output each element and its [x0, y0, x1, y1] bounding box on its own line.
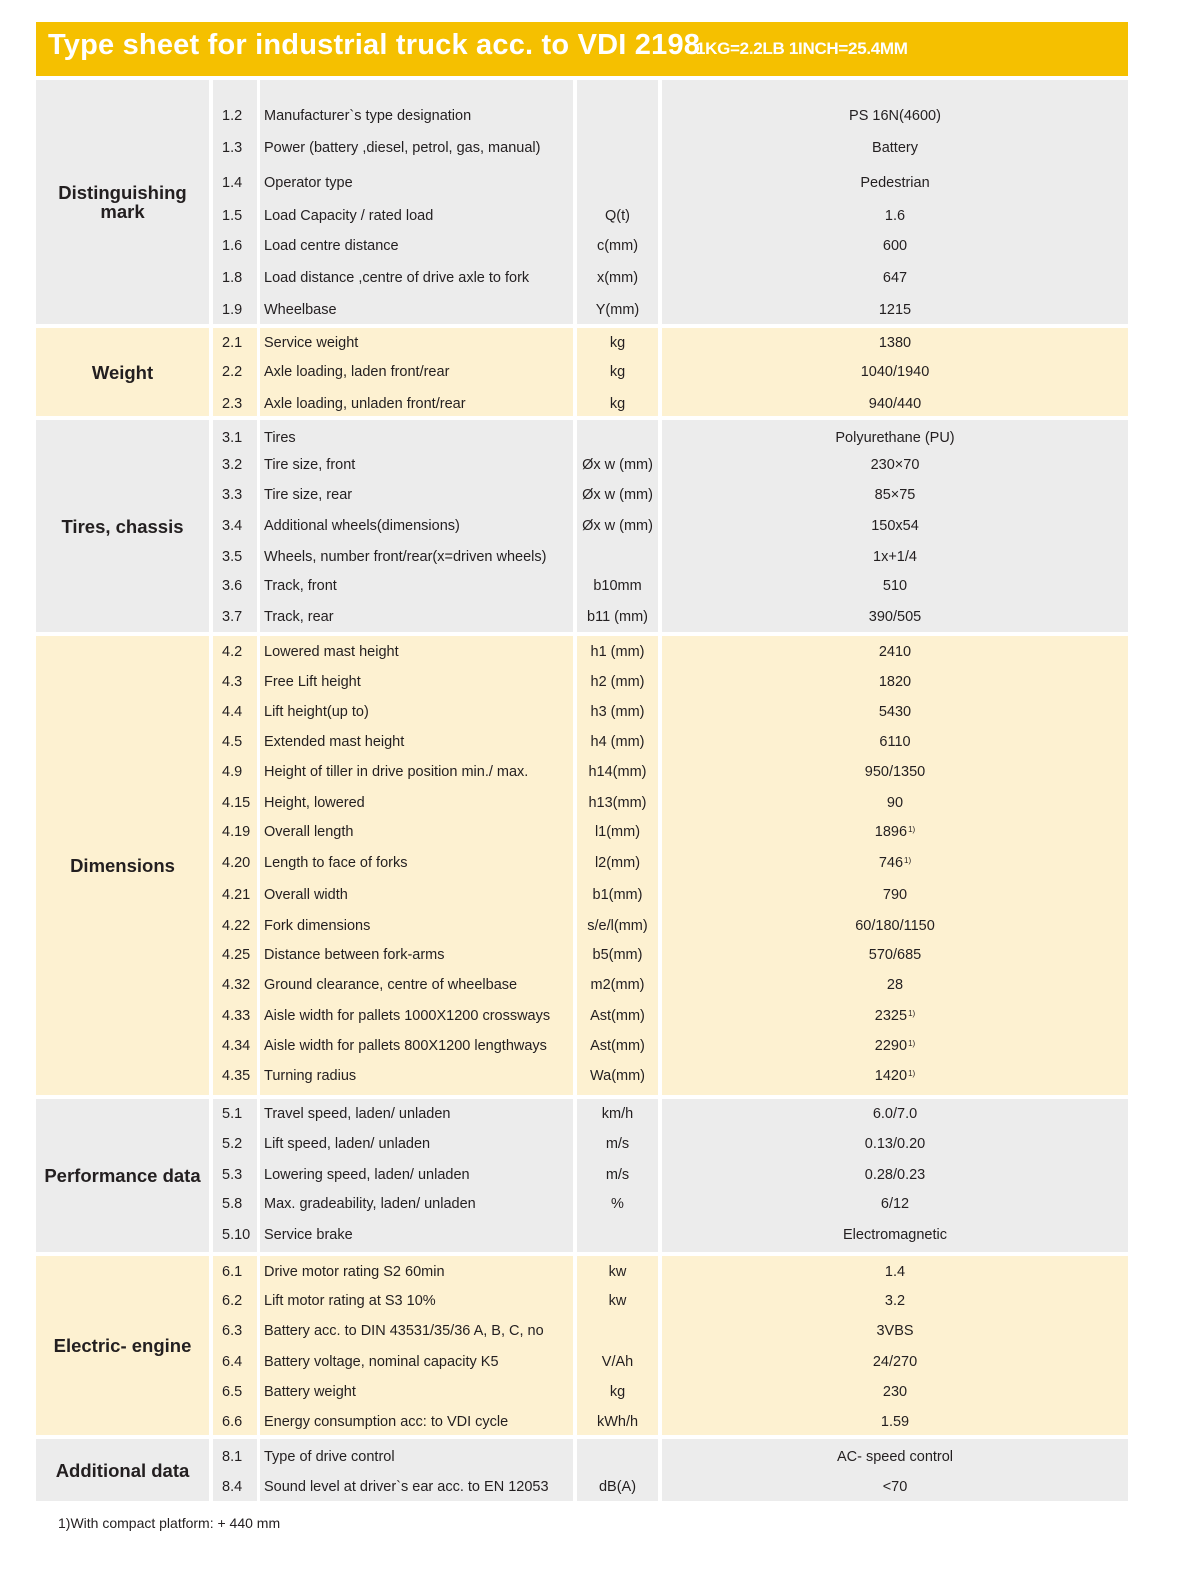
item-number: 6.2 — [222, 1293, 243, 1309]
item-description: Lowered mast height — [264, 644, 399, 660]
item-description: Lift speed, laden/ unladen — [264, 1136, 431, 1152]
item-value — [662, 702, 1128, 722]
section-label: Additional data — [55, 1459, 190, 1481]
table-row — [36, 455, 1128, 475]
table-row — [36, 333, 1128, 353]
item-unit: Q(t) — [605, 208, 630, 224]
footnote-marker: 1) — [908, 1009, 916, 1018]
section-distinguishing-mark — [36, 80, 1128, 324]
value-text: Polyurethane (PU) — [835, 430, 955, 446]
item-value — [662, 853, 1128, 875]
table-row — [36, 1321, 1128, 1341]
item-description: Track, rear — [264, 609, 334, 625]
item-value — [662, 1066, 1128, 1088]
item-value — [662, 300, 1128, 320]
item-unit: Y(mm) — [595, 302, 640, 318]
item-number: 5.1 — [222, 1106, 243, 1122]
item-number: 3.5 — [222, 549, 243, 565]
item-value — [662, 916, 1128, 936]
item-number: 6.5 — [222, 1384, 243, 1400]
item-value — [662, 547, 1128, 567]
item-number: 1.3 — [222, 140, 243, 156]
value-text: 1x+1/4 — [873, 549, 917, 565]
item-number: 1.6 — [222, 238, 243, 254]
item-number: 6.3 — [222, 1323, 243, 1339]
table-row — [36, 1104, 1128, 1124]
table-row — [36, 236, 1128, 256]
item-value — [662, 138, 1128, 158]
item-description: Tires — [264, 430, 296, 446]
item-unit: m/s — [605, 1167, 630, 1183]
item-value — [662, 945, 1128, 965]
item-number: 4.22 — [222, 918, 251, 934]
value-text: 510 — [882, 578, 908, 594]
table-row — [36, 975, 1128, 995]
item-description: Max. gradeability, laden/ unladen — [264, 1196, 476, 1212]
item-value — [662, 607, 1128, 627]
item-description: Overall width — [264, 887, 348, 903]
footnote-marker: 1) — [904, 856, 912, 865]
value-text: 5430 — [878, 704, 912, 720]
item-number: 4.9 — [222, 764, 243, 780]
value-text: 647 — [882, 270, 908, 286]
item-description: Type of drive control — [264, 1449, 395, 1465]
table-row — [36, 1382, 1128, 1402]
section-label: Distinguishing mark — [58, 182, 187, 222]
item-description: Wheelbase — [264, 302, 337, 318]
item-description: Battery acc. to DIN 43531/35/36 A, B, C, no — [264, 1323, 544, 1339]
value-text: 3.2 — [884, 1293, 906, 1309]
item-value — [662, 236, 1128, 256]
item-unit: b1(mm) — [592, 887, 643, 903]
value-text: 1896 — [874, 824, 908, 840]
item-description: Track, front — [264, 578, 337, 594]
section-additional-data — [36, 1439, 1128, 1501]
item-unit: Wa(mm) — [589, 1068, 646, 1084]
footnote-marker: 1) — [908, 1069, 916, 1078]
value-text: 2410 — [878, 644, 912, 660]
table-row — [36, 822, 1128, 842]
item-unit: l1(mm) — [594, 824, 641, 840]
item-number: 1.4 — [222, 175, 243, 191]
table-row — [36, 1447, 1128, 1467]
item-number: 1.9 — [222, 302, 243, 318]
item-number: 4.3 — [222, 674, 243, 690]
item-description: Sound level at driver`s ear acc. to EN 12053 — [264, 1479, 549, 1495]
item-description: Battery weight — [264, 1384, 356, 1400]
item-description: Travel speed, laden/ unladen — [264, 1106, 451, 1122]
value-text: 1.4 — [884, 1264, 906, 1280]
item-number: 4.5 — [222, 734, 243, 750]
item-description: Distance between fork-arms — [264, 947, 445, 963]
item-description: Lift motor rating at S3 10% — [264, 1293, 436, 1309]
table-row — [36, 1477, 1128, 1497]
item-value — [662, 672, 1128, 692]
item-value — [662, 732, 1128, 752]
table-row — [36, 173, 1128, 193]
table-row — [36, 516, 1128, 536]
table-row — [36, 1194, 1128, 1214]
item-value — [662, 106, 1128, 126]
item-description: Aisle width for pallets 800X1200 lengthways — [264, 1038, 547, 1054]
item-unit: x(mm) — [596, 270, 639, 286]
table-row — [36, 1352, 1128, 1372]
column-background — [662, 1256, 1128, 1435]
item-unit: Ast(mm) — [590, 1038, 645, 1054]
item-number: 4.32 — [222, 977, 251, 993]
item-unit: h13(mm) — [588, 795, 647, 811]
value-text: 6110 — [879, 734, 911, 750]
value-text: 2290 — [874, 1038, 908, 1054]
item-value — [662, 1194, 1128, 1214]
value-text: 600 — [882, 238, 908, 254]
value-text: 150x54 — [871, 518, 919, 534]
value-text: 2325 — [874, 1008, 908, 1024]
item-description: Drive motor rating S2 60min — [264, 1264, 445, 1280]
item-number: 1.8 — [222, 270, 243, 286]
item-number: 3.3 — [222, 487, 243, 503]
item-number: 3.1 — [222, 430, 243, 446]
section-dimensions — [36, 636, 1128, 1095]
value-text: 1215 — [878, 302, 912, 318]
value-text: 1.6 — [884, 208, 906, 224]
item-number: 3.6 — [222, 578, 243, 594]
item-unit: kg — [609, 396, 626, 412]
table-row — [36, 1412, 1128, 1432]
item-value — [662, 975, 1128, 995]
value-text: 1380 — [878, 335, 912, 351]
column-background — [213, 1256, 257, 1435]
item-number: 4.19 — [222, 824, 251, 840]
item-value — [662, 1165, 1128, 1185]
value-text: 950/1350 — [864, 764, 926, 780]
item-unit: h1 (mm) — [590, 644, 645, 660]
item-number: 3.4 — [222, 518, 243, 534]
table-row — [36, 547, 1128, 567]
item-unit: kg — [609, 364, 626, 380]
table-row — [36, 1225, 1128, 1245]
item-value — [662, 333, 1128, 353]
item-number: 4.4 — [222, 704, 243, 720]
value-text: 570/685 — [868, 947, 922, 963]
item-unit: l2(mm) — [594, 855, 641, 871]
item-unit: Øx w (mm) — [582, 487, 653, 503]
item-description: Power (battery ,diesel, petrol, gas, manual) — [264, 140, 541, 156]
table-row — [36, 1291, 1128, 1311]
table-row — [36, 945, 1128, 965]
item-description: Load distance ,centre of drive axle to fork — [264, 270, 530, 286]
item-value — [662, 1382, 1128, 1402]
item-unit: m2(mm) — [590, 977, 645, 993]
table-row — [36, 1262, 1128, 1282]
item-description: Energy consumption acc: to VDI cycle — [264, 1414, 509, 1430]
table-row — [36, 1165, 1128, 1185]
item-description: Service brake — [264, 1227, 353, 1243]
item-value — [662, 1447, 1128, 1467]
item-description: Additional wheels(dimensions) — [264, 518, 460, 534]
item-unit: V/Ah — [601, 1354, 634, 1370]
item-unit: kw — [608, 1264, 627, 1280]
item-number: 4.34 — [222, 1038, 251, 1054]
item-number: 6.4 — [222, 1354, 243, 1370]
item-value — [662, 762, 1128, 782]
footnote-marker: 1) — [908, 1039, 916, 1048]
item-number: 4.2 — [222, 644, 243, 660]
value-text: Battery — [872, 140, 918, 156]
item-number: 8.1 — [222, 1449, 243, 1465]
table-row — [36, 642, 1128, 662]
item-unit: kw — [608, 1293, 627, 1309]
item-description: Extended mast height — [264, 734, 405, 750]
section-tires-chassis — [36, 420, 1128, 632]
item-value — [662, 822, 1128, 844]
item-number: 2.2 — [222, 364, 243, 380]
item-description: Length to face of forks — [264, 855, 408, 871]
item-description: Manufacturer`s type designation — [264, 108, 472, 124]
value-text: 940/440 — [868, 396, 922, 412]
value-text: PS 16N(4600) — [849, 108, 941, 124]
item-value — [662, 1352, 1128, 1372]
item-description: Wheels, number front/rear(x=driven wheels) — [264, 549, 547, 565]
item-number: 4.15 — [222, 795, 251, 811]
item-number: 4.20 — [222, 855, 251, 871]
item-description: Turning radius — [264, 1068, 357, 1084]
section-label: Tires, chassis — [61, 515, 184, 537]
value-text: 60/180/1150 — [855, 918, 935, 934]
item-value — [662, 885, 1128, 905]
item-unit: kWh/h — [596, 1414, 639, 1430]
item-description: Height, lowered — [264, 795, 365, 811]
item-description: Lowering speed, laden/ unladen — [264, 1167, 470, 1183]
value-text: 6.0/7.0 — [872, 1106, 918, 1122]
item-description: Ground clearance, centre of wheelbase — [264, 977, 518, 993]
item-value — [662, 455, 1128, 475]
value-text: 24/270 — [872, 1354, 918, 1370]
value-text: 1820 — [878, 674, 912, 690]
value-text: 90 — [886, 795, 904, 811]
item-unit: s/e/l(mm) — [587, 918, 648, 934]
table-row — [36, 1066, 1128, 1086]
table-row — [36, 916, 1128, 936]
item-value — [662, 1412, 1128, 1432]
item-number: 4.25 — [222, 947, 251, 963]
item-value — [662, 1134, 1128, 1154]
footnote-marker: 1) — [908, 825, 916, 834]
table-row — [36, 485, 1128, 505]
table-row — [36, 106, 1128, 126]
table-row — [36, 1036, 1128, 1056]
item-value — [662, 362, 1128, 382]
table-row — [36, 762, 1128, 782]
value-text: 1420 — [874, 1068, 908, 1084]
item-number: 6.1 — [222, 1264, 243, 1280]
table-row — [36, 362, 1128, 382]
item-value — [662, 206, 1128, 226]
item-description: Service weight — [264, 335, 359, 351]
item-description: Load Capacity / rated load — [264, 208, 434, 224]
item-number: 4.35 — [222, 1068, 251, 1084]
item-unit: h2 (mm) — [590, 674, 645, 690]
unit-conversion: 1KG=2.2LB 1INCH=25.4MM — [696, 39, 908, 58]
item-description: Axle loading, laden front/rear — [264, 364, 450, 380]
item-value — [662, 428, 1128, 448]
column-background — [577, 1256, 658, 1435]
item-value — [662, 1225, 1128, 1245]
table-row — [36, 428, 1128, 448]
item-description: Lift height(up to) — [264, 704, 369, 720]
item-description: Tire size, front — [264, 457, 356, 473]
table-row — [36, 206, 1128, 226]
value-text: AC- speed control — [836, 1449, 954, 1465]
value-text: 230 — [882, 1384, 908, 1400]
item-description: Overall length — [264, 824, 354, 840]
item-number: 5.3 — [222, 1167, 243, 1183]
table-row — [36, 138, 1128, 158]
item-value — [662, 1036, 1128, 1058]
section-label: Dimensions — [70, 855, 175, 876]
item-unit: kg — [609, 1384, 626, 1400]
value-text: 85×75 — [874, 487, 916, 503]
value-text: 0.13/0.20 — [864, 1136, 926, 1152]
item-number: 5.10 — [222, 1227, 251, 1243]
item-unit: dB(A) — [598, 1479, 637, 1495]
section-performance-data — [36, 1099, 1128, 1252]
section-label: Electric- engine — [53, 1335, 192, 1356]
item-unit: km/h — [601, 1106, 634, 1122]
item-unit: b11 (mm) — [587, 609, 648, 625]
item-value — [662, 642, 1128, 662]
value-text: 790 — [882, 887, 908, 903]
item-value — [662, 516, 1128, 536]
section-electric-engine — [36, 1256, 1128, 1435]
item-unit: h14(mm) — [588, 764, 647, 780]
section-label: Performance data — [44, 1165, 201, 1186]
table-row — [36, 268, 1128, 288]
item-unit: c(mm) — [596, 238, 639, 254]
item-description: Tire size, rear — [264, 487, 353, 503]
value-text: Pedestrian — [860, 175, 930, 191]
table-row — [36, 394, 1128, 414]
item-value — [662, 268, 1128, 288]
item-unit: b5(mm) — [592, 947, 643, 963]
item-number: 5.2 — [222, 1136, 243, 1152]
item-description: Battery voltage, nominal capacity K5 — [264, 1354, 499, 1370]
item-number: 6.6 — [222, 1414, 243, 1430]
table-row — [36, 607, 1128, 627]
value-text: 1.59 — [880, 1414, 910, 1430]
table-row — [36, 1006, 1128, 1026]
table-row — [36, 793, 1128, 813]
item-number: 2.3 — [222, 396, 243, 412]
item-number: 5.8 — [222, 1196, 243, 1212]
column-background — [260, 1256, 573, 1435]
item-value — [662, 1104, 1128, 1124]
item-value — [662, 1477, 1128, 1497]
item-number: 3.2 — [222, 457, 243, 473]
item-description: Aisle width for pallets 1000X1200 crossways — [264, 1008, 551, 1024]
item-number: 1.5 — [222, 208, 243, 224]
item-description: Height of tiller in drive position min./ max. — [264, 764, 529, 780]
item-value — [662, 173, 1128, 193]
table-row — [36, 702, 1128, 722]
value-text: 230×70 — [870, 457, 920, 473]
value-text: 746 — [878, 855, 904, 871]
item-unit: h4 (mm) — [590, 734, 645, 750]
item-value — [662, 1321, 1128, 1341]
item-unit: Øx w (mm) — [582, 457, 653, 473]
item-unit: Øx w (mm) — [582, 518, 653, 534]
item-value — [662, 1291, 1128, 1311]
item-value — [662, 1262, 1128, 1282]
value-text: <70 — [882, 1479, 908, 1495]
item-value — [662, 1006, 1128, 1028]
item-unit: b10mm — [593, 578, 642, 594]
value-text: 0.28/0.23 — [864, 1167, 926, 1183]
item-description: Operator type — [264, 175, 353, 191]
item-unit: Ast(mm) — [590, 1008, 645, 1024]
table-row — [36, 672, 1128, 692]
item-description: Free Lift height — [264, 674, 361, 690]
item-unit: % — [611, 1196, 624, 1212]
section-weight — [36, 328, 1128, 416]
table-row — [36, 732, 1128, 752]
value-text: Electromagnetic — [843, 1227, 947, 1243]
item-description: Load centre distance — [264, 238, 399, 254]
value-text: 1040/1940 — [860, 364, 930, 380]
item-unit: m/s — [605, 1136, 630, 1152]
value-text: 6/12 — [880, 1196, 910, 1212]
item-number: 4.33 — [222, 1008, 251, 1024]
value-text: 28 — [886, 977, 904, 993]
item-number: 8.4 — [222, 1479, 243, 1495]
item-description: Fork dimensions — [264, 918, 371, 934]
item-unit: h3 (mm) — [590, 704, 645, 720]
item-value — [662, 394, 1128, 414]
table-row — [36, 576, 1128, 596]
header-banner — [36, 22, 1128, 76]
item-value — [662, 793, 1128, 813]
item-number: 1.2 — [222, 108, 243, 124]
item-value — [662, 485, 1128, 505]
item-unit: kg — [609, 335, 626, 351]
item-description: Axle loading, unladen front/rear — [264, 396, 466, 412]
item-value — [662, 576, 1128, 596]
section-label: Weight — [91, 361, 154, 383]
table-row — [36, 1134, 1128, 1154]
table-row — [36, 885, 1128, 905]
item-number: 2.1 — [222, 335, 243, 351]
page-title: Type sheet for industrial truck acc. to VDI 2198 — [48, 29, 701, 61]
item-number: 4.21 — [222, 887, 251, 903]
value-text: 390/505 — [868, 609, 922, 625]
footnote: 1)With compact platform: + 440 mm — [58, 1515, 281, 1531]
table-row — [36, 853, 1128, 873]
value-text: 3VBS — [876, 1323, 914, 1339]
table-row — [36, 300, 1128, 320]
item-number: 3.7 — [222, 609, 243, 625]
